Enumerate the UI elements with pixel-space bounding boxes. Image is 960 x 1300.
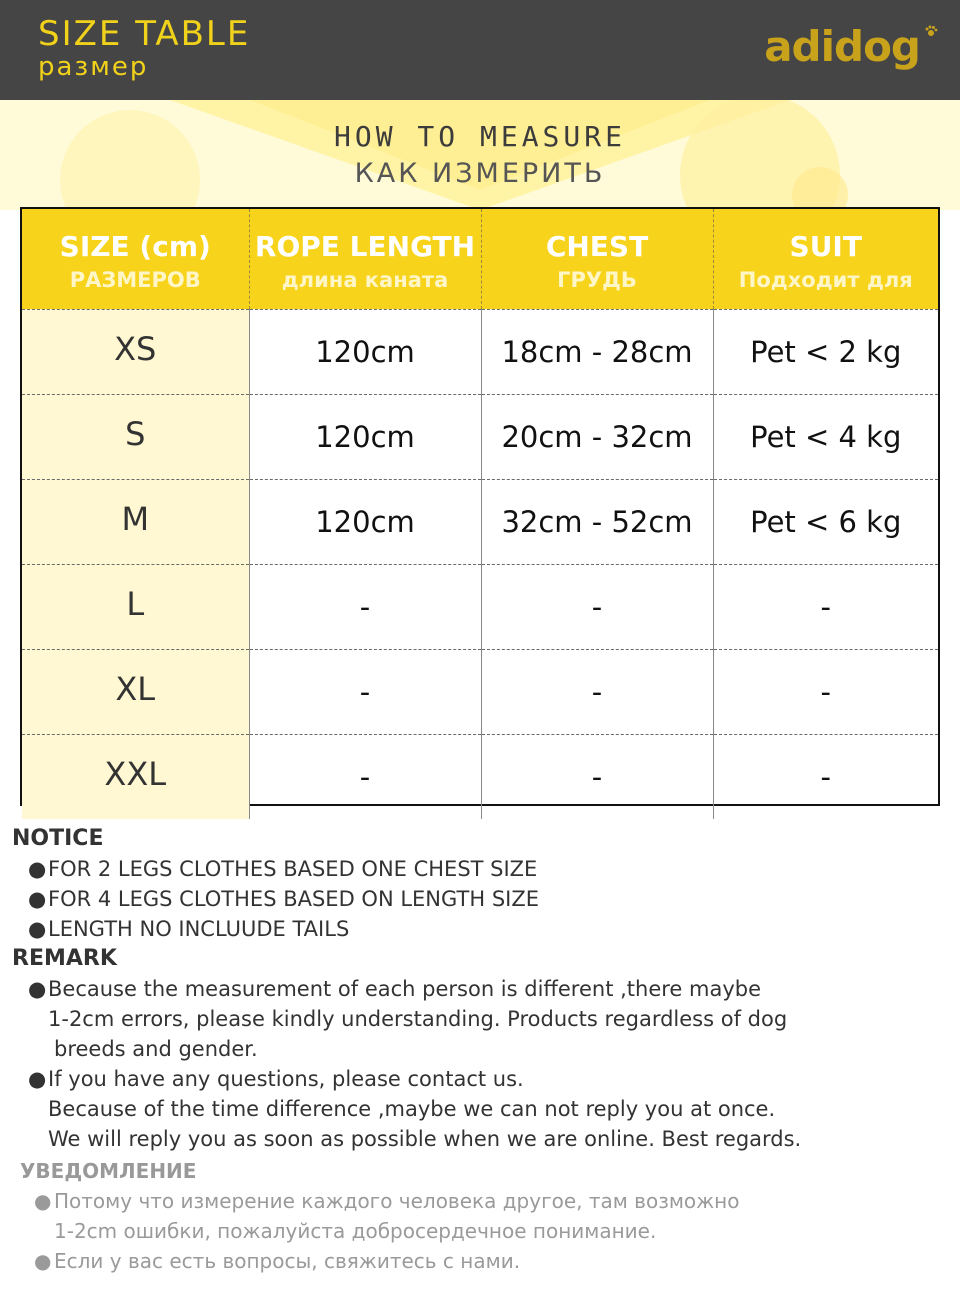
remark-heading: REMARK [12,946,117,971]
table-row [22,479,938,564]
bullet-dot: ● [28,887,47,911]
suit-cell: Pet < 2 kg [713,309,938,394]
suit-cell: - [713,564,938,649]
remark-item [12,1064,952,1094]
chest-cell: - [481,734,713,819]
bullet-dot: ● [34,1189,52,1213]
page-subtitle: размер [38,52,149,82]
header-label: SUIT [789,230,862,263]
how-to-measure-banner [0,100,960,210]
bullet-dot: ● [28,857,47,881]
table-row [22,649,938,734]
bullet-dot: ● [28,977,47,1001]
suit-cell: - [713,734,938,819]
header-label: SIZE (cm) [59,230,211,263]
rope-length-cell: - [249,564,481,649]
measure-title-ru: КАК ИЗМЕРИТЬ [354,158,606,189]
header-suit [713,209,938,309]
chest-cell: - [481,649,713,734]
notice-text: LENGTH NO INCLUUDE TAILS [48,917,350,941]
notice-item [12,884,952,914]
bullet-dot: ● [28,917,47,941]
size-cell: XXL [22,734,249,819]
table-row [22,734,938,819]
header-label-ru: длина каната [281,268,449,292]
header-size [22,209,249,309]
notes-section [12,824,952,1276]
rope-length-cell: 120cm [249,394,481,479]
measure-title-en: HOW TO MEASURE [333,120,626,153]
header-label-ru: ГРУДЬ [557,268,637,292]
chest-cell: - [481,564,713,649]
size-cell: S [22,394,249,479]
paw-icon [924,24,938,38]
page-title: SIZE TABLE [38,14,251,54]
table-row [22,394,938,479]
suit-cell: Pet < 6 kg [713,479,938,564]
bullet-dot: ● [34,1249,52,1273]
ru-notice-heading: УВЕДОМЛЕНИЕ [20,1159,197,1183]
remark-text-line: 1-2cm errors, please kindly understanding. Products regardless of dog [48,1007,788,1031]
remark-item [12,974,952,1004]
brand-logo: adidog [764,22,920,71]
ru-notice-item [12,1186,952,1216]
size-cell: XS [22,309,249,394]
suit-cell: Pet < 4 kg [713,394,938,479]
rope-length-cell: 120cm [249,309,481,394]
header-label-ru: Подходит для [738,268,913,292]
suit-cell: - [713,649,938,734]
remark-text-line: We will reply you as soon as possible when we are online. Best regards. [48,1127,802,1151]
rope-length-cell: 120cm [249,479,481,564]
remark-text: Because the measurement of each person is different ,there maybe [48,977,762,1001]
header-rope-length [249,209,481,309]
size-cell: M [22,479,249,564]
ru-notice-text-line: 1-2cm ошибки, пожалуйста добросердечное понимание. [54,1219,657,1243]
notice-text: FOR 2 LEGS CLOTHES BASED ONE CHEST SIZE [48,857,538,881]
header-label: CHEST [545,230,649,263]
banner-decoration [0,100,960,210]
notice-heading: NOTICE [12,826,104,851]
rope-length-cell: - [249,734,481,819]
chest-cell: 32cm - 52cm [481,479,713,564]
remark-text: If you have any questions, please contact us. [48,1067,524,1091]
notice-text: FOR 4 LEGS CLOTHES BASED ON LENGTH SIZE [48,887,539,911]
header-label: ROPE LENGTH [254,230,476,263]
chest-cell: 20cm - 32cm [481,394,713,479]
header-chest [481,209,713,309]
rope-length-cell: - [249,649,481,734]
notice-item [12,854,952,884]
chest-cell: 18cm - 28cm [481,309,713,394]
ru-notice-text: Потому что измерение каждого человека другое, там возможно [54,1189,740,1213]
size-table [20,207,940,806]
remark-text-line: breeds and gender. [54,1037,258,1061]
remark-text-line: Because of the time difference ,maybe we can not reply you at once. [48,1097,776,1121]
table-row [22,309,938,394]
table-row [22,564,938,649]
size-cell: XL [22,649,249,734]
bullet-dot: ● [28,1067,47,1091]
header-bar [0,0,960,100]
notice-item [12,914,952,944]
header-label-ru: РАЗМЕРОВ [69,268,201,292]
table-header-row [22,209,938,309]
ru-notice-item [12,1246,952,1276]
size-cell: L [22,564,249,649]
ru-notice-text: Если у вас есть вопросы, свяжитесь с нами. [54,1249,521,1273]
